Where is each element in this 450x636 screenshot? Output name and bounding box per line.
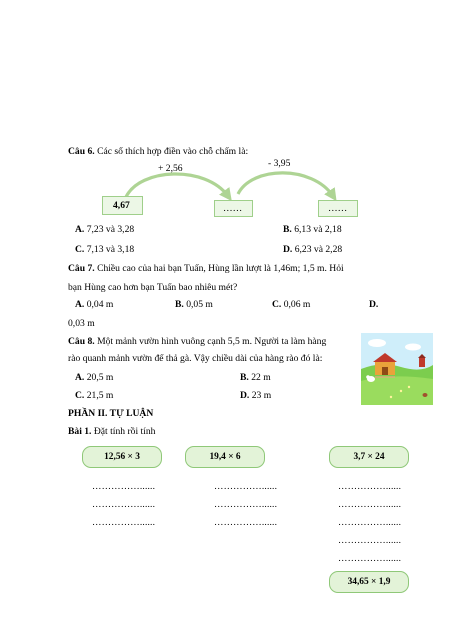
q6-arrow-1: [126, 174, 228, 197]
q8-question-line2: rào quanh mảnh vườn để thả gà. Vậy chiều dài của hàng rào đó là:: [68, 353, 323, 364]
bai1-label: Bài 1.: [68, 426, 92, 437]
answer-line[interactable]: ……………......: [214, 518, 278, 528]
answer-line[interactable]: ……………......: [338, 554, 402, 564]
q6-option-b: B. 6,13 và 2,18: [283, 224, 342, 235]
part2-heading: PHẦN II. TỰ LUẬN: [68, 408, 154, 419]
farm-illustration: [361, 333, 433, 405]
expr-box-2: 19,4 × 6: [185, 446, 265, 468]
q7-question-line1: Câu 7. Chiều cao của hai bạn Tuấn, Hùng lần lượt là 1,46m; 1,5 m. Hỏi: [68, 263, 344, 274]
q6-blank-2: ……: [328, 203, 348, 214]
answer-line[interactable]: ……………......: [338, 518, 402, 528]
expr-box-1: 12,56 × 3: [82, 446, 162, 468]
q6-text: Các số thích hợp điền vào chỗ chấm là:: [97, 146, 249, 157]
q7-question-line2: bạn Hùng cao hơn bạn Tuấn bao nhiêu mét?: [68, 282, 238, 293]
expr-box-3: 3,7 × 24: [329, 446, 409, 468]
q7-option-d-letter: D.: [369, 299, 379, 310]
q8-option-d: D. 23 m: [240, 390, 272, 401]
q6-option-c: C. 7,13 và 3,18: [75, 244, 135, 255]
q8-option-a: A. 20,5 m: [75, 372, 114, 383]
answer-line[interactable]: ……………......: [338, 536, 402, 546]
answer-line[interactable]: ……………......: [92, 482, 156, 492]
q7-option-a: A. 0,04 m: [75, 299, 114, 310]
q6-blank-1: ……: [223, 203, 243, 214]
answer-line[interactable]: ……………......: [214, 500, 278, 510]
q6-option-d: D. 6,23 và 2,28: [283, 244, 343, 255]
q6-arrow-2: [238, 173, 333, 196]
q7-option-d-text: 0,03 m: [68, 318, 95, 329]
q6-label: Câu 6.: [68, 146, 95, 157]
q7-label: Câu 7.: [68, 263, 95, 274]
expr-box-4: 34,65 × 1,9: [329, 571, 409, 593]
q7-option-c: C. 0,06 m: [272, 299, 311, 310]
q8-option-b: B. 22 m: [240, 372, 271, 383]
bai1-title: Bài 1. Đặt tính rồi tính: [68, 426, 156, 437]
answer-line[interactable]: ……………......: [92, 518, 156, 528]
q6-option-a: A. 7,23 và 3,28: [75, 224, 135, 235]
q8-option-c: C. 21,5 m: [75, 390, 114, 401]
q6-start-value: 4,67: [113, 200, 130, 211]
q7-option-b: B. 0,05 m: [175, 299, 213, 310]
q6-op2-label: - 3,95: [268, 158, 291, 169]
q6-op1-label: + 2,56: [158, 163, 183, 174]
answer-line[interactable]: ……………......: [338, 500, 402, 510]
answer-line[interactable]: ……………......: [338, 482, 402, 492]
q8-question-line1: Câu 8. Một mảnh vườn hình vuông cạnh 5,5 m. Người ta làm hàng: [68, 336, 327, 347]
answer-line[interactable]: ……………......: [92, 500, 156, 510]
answer-line[interactable]: ……………......: [214, 482, 278, 492]
q8-label: Câu 8.: [68, 336, 95, 347]
